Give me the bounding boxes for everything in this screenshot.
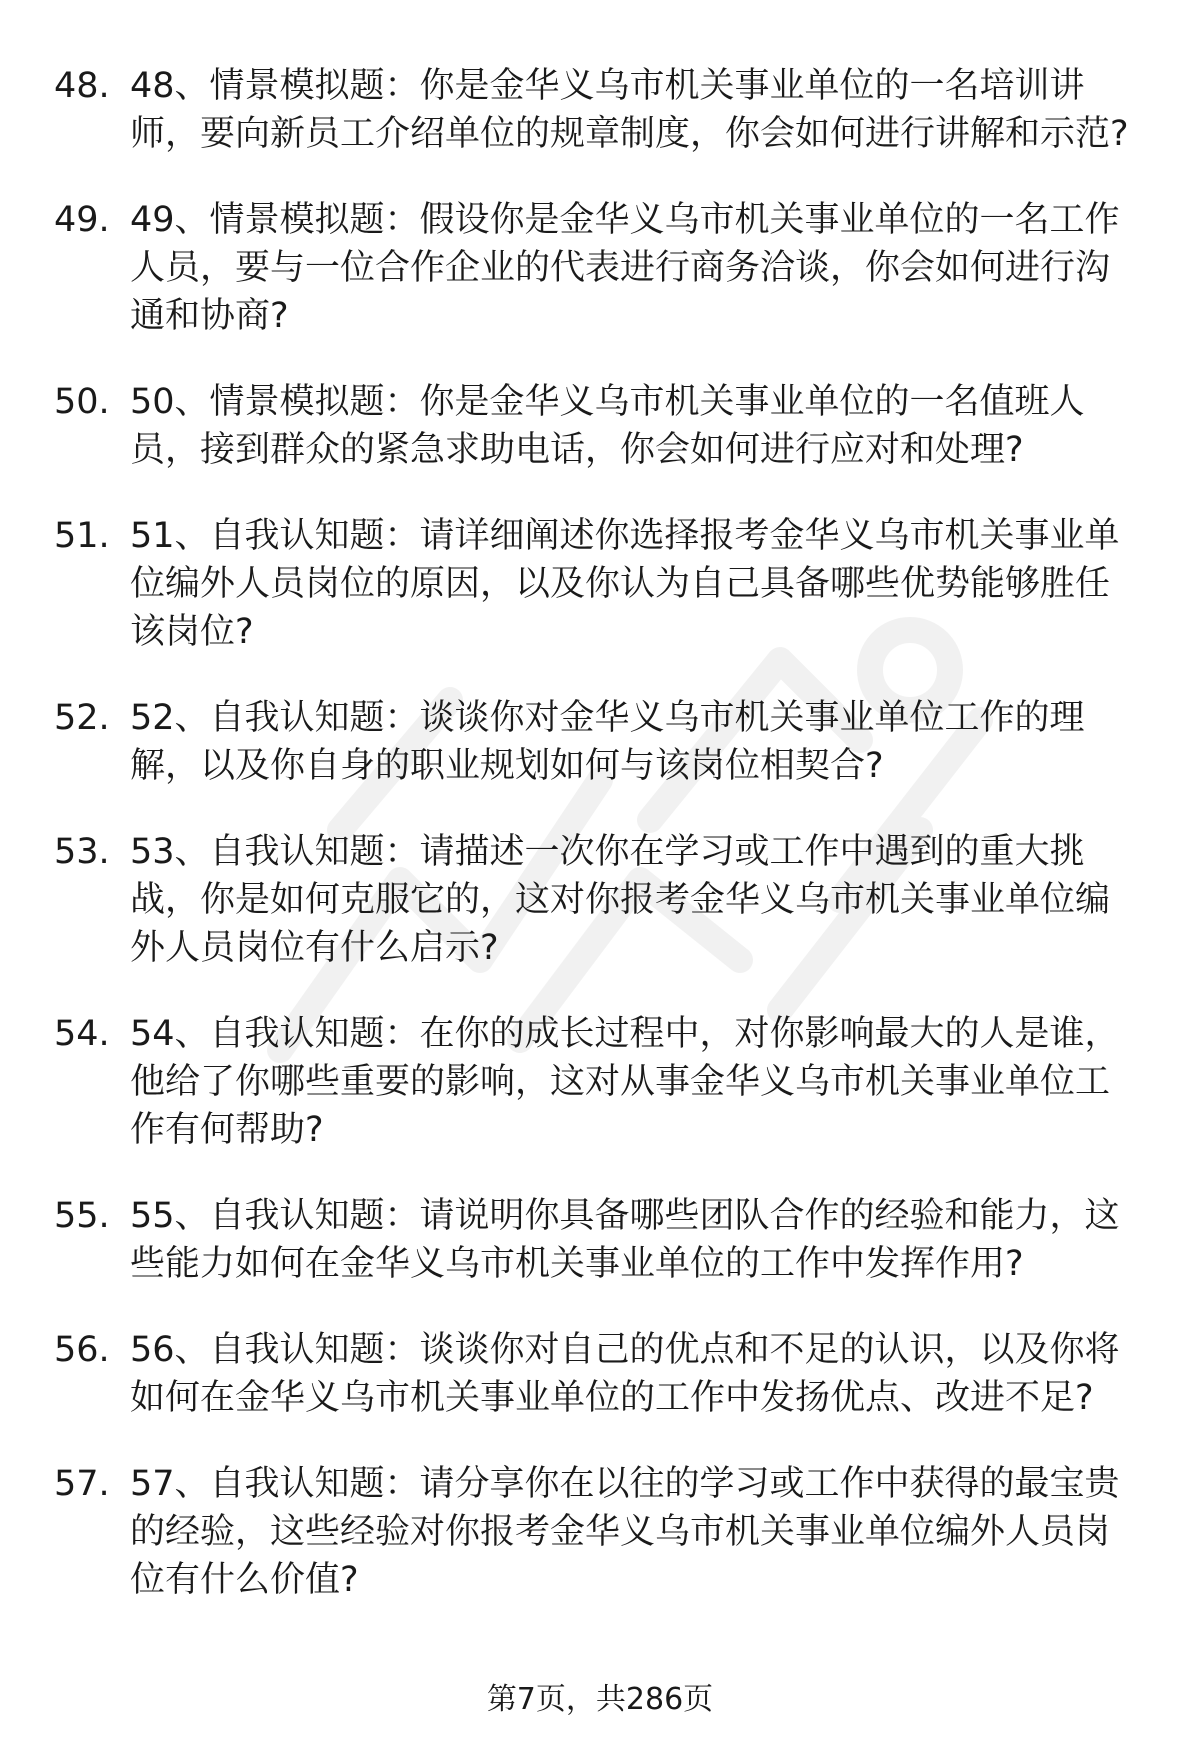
question-text: 51、自我认知题：请详细阐述你选择报考金华义乌市机关事业单位编外人员岗位的原因，以及你认为自己具备哪些优势能够胜任该岗位? — [130, 516, 1120, 652]
question-text: 55、自我认知题：请说明你具备哪些团队合作的经验和能力，这些能力如何在金华义乌市机关事业单位的工作中发挥作用? — [130, 1196, 1120, 1284]
list-item — [0, 694, 1200, 790]
question-number: 56. — [54, 1330, 110, 1370]
list-item — [0, 1460, 1200, 1604]
list-item — [0, 378, 1200, 474]
question-number: 52. — [54, 698, 110, 738]
question-number: 50. — [54, 382, 110, 422]
question-number: 48. — [54, 66, 110, 106]
question-list — [0, 62, 1200, 1642]
list-item — [0, 512, 1200, 656]
question-text: 52、自我认知题：谈谈你对金华义乌市机关事业单位工作的理解，以及你自身的职业规划如何与该岗位相契合? — [130, 698, 1085, 786]
page-footer: 第7页，共286页 — [486, 1682, 714, 1717]
question-number: 54. — [54, 1014, 110, 1054]
question-text: 50、情景模拟题：你是金华义乌市机关事业单位的一名值班人员，接到群众的紧急求助电话，你会如何进行应对和处理? — [130, 382, 1085, 470]
question-number: 55. — [54, 1196, 110, 1236]
list-item — [0, 1192, 1200, 1288]
list-item — [0, 1326, 1200, 1422]
question-text: 48、情景模拟题：你是金华义乌市机关事业单位的一名培训讲师，要向新员工介绍单位的规章制度，你会如何进行讲解和示范? — [130, 66, 1129, 154]
list-item — [0, 828, 1200, 972]
question-text: 49、情景模拟题：假设你是金华义乌市机关事业单位的一名工作人员，要与一位合作企业的代表进行商务洽谈，你会如何进行沟通和协商? — [130, 200, 1120, 336]
question-number: 49. — [54, 200, 110, 240]
question-number: 57. — [54, 1464, 110, 1504]
list-item — [0, 196, 1200, 340]
question-text: 56、自我认知题：谈谈你对自己的优点和不足的认识，以及你将如何在金华义乌市机关事业单位的工作中发扬优点、改进不足? — [130, 1330, 1120, 1418]
question-number: 51. — [54, 516, 110, 556]
list-item — [0, 1010, 1200, 1154]
question-number: 53. — [54, 832, 110, 872]
question-text: 54、自我认知题：在你的成长过程中，对你影响最大的人是谁，他给了你哪些重要的影响，这对从事金华义乌市机关事业单位工作有何帮助? — [130, 1014, 1120, 1150]
question-text: 57、自我认知题：请分享你在以往的学习或工作中获得的最宝贵的经验，这些经验对你报考金华义乌市机关事业单位编外人员岗位有什么价值? — [130, 1464, 1120, 1600]
question-text: 53、自我认知题：请描述一次你在学习或工作中遇到的重大挑战，你是如何克服它的，这对你报考金华义乌市机关事业单位编外人员岗位有什么启示? — [130, 832, 1111, 968]
list-item — [0, 62, 1200, 158]
